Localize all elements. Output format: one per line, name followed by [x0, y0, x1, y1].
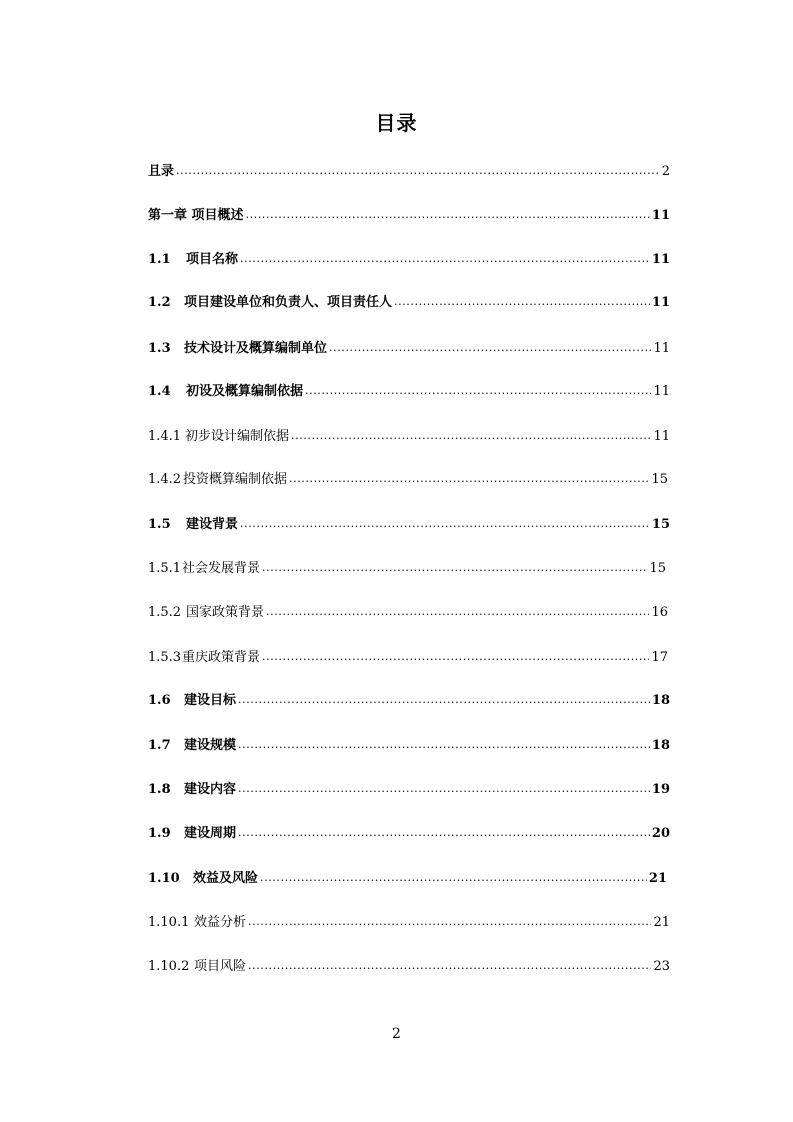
dot-leader	[394, 295, 650, 311]
dot-leader	[262, 650, 649, 666]
toc-entry-title: 社会发展背景	[182, 561, 261, 576]
toc-entry[interactable]	[148, 513, 670, 533]
dot-leader	[240, 252, 650, 268]
toc-entry[interactable]	[148, 204, 670, 224]
toc-entry-page: 15	[651, 517, 670, 532]
toc-entry-title: 建设规模	[184, 738, 237, 753]
toc-entry-page: 19	[651, 782, 670, 797]
toc-entry[interactable]	[148, 689, 670, 709]
page-title: 目录	[375, 111, 418, 135]
dot-leader	[238, 738, 650, 754]
toc-entry-number: 1.3	[148, 341, 171, 356]
toc-entry-page: 23	[653, 959, 670, 974]
dot-leader	[176, 164, 660, 180]
dot-leader	[246, 208, 650, 224]
toc-entry-page: 18	[651, 693, 670, 708]
toc-entry-number: 1.1	[148, 252, 171, 267]
page-number: 2	[392, 1026, 401, 1042]
toc-entry[interactable]	[148, 778, 670, 798]
toc-entry-page: 21	[653, 915, 670, 930]
toc-entry-title: 项目建设单位和负责人、项目责任人	[184, 295, 393, 310]
toc-entry-number: 1.5.2	[148, 605, 182, 620]
toc-entry[interactable]	[148, 291, 670, 311]
toc-entry[interactable]	[148, 248, 670, 268]
toc-entry-number: 1.9	[148, 826, 171, 841]
toc-entry-page: 21	[648, 871, 667, 886]
toc-entry-number: 1.2	[148, 295, 171, 310]
toc-entry-title: 且录	[148, 164, 175, 179]
toc-entry-title: 效益及风险	[193, 871, 259, 886]
toc-entry-number: 1.10.1	[148, 915, 190, 930]
toc-entry-title: 建设内容	[184, 782, 237, 797]
toc-entry[interactable]	[148, 557, 666, 577]
toc-entry-title: 技术设计及概算编制单位	[184, 341, 328, 356]
toc-entry-title: 建设背景	[186, 517, 239, 532]
toc-entry-page: 11	[651, 295, 670, 310]
toc-entry-page: 11	[651, 252, 670, 267]
dot-leader	[305, 384, 651, 400]
toc-entry-page: 11	[653, 429, 670, 444]
toc-entry[interactable]	[148, 380, 670, 400]
toc-entry[interactable]	[148, 867, 667, 887]
toc-entry[interactable]	[148, 468, 670, 488]
toc-entry-number: 1.4.2	[148, 472, 182, 487]
toc-entry-number: 1.7	[148, 738, 171, 753]
toc-entry-number: 1.5	[148, 517, 171, 532]
toc-entry-number: 1.4	[148, 384, 171, 399]
toc-entry-title: 国家政策背景	[186, 605, 265, 620]
toc-entry-page: 20	[651, 826, 670, 841]
toc-entry-title: 投资概算编制依据	[183, 472, 288, 487]
toc-entry[interactable]	[148, 911, 670, 931]
dot-leader	[238, 782, 650, 798]
toc-entry[interactable]	[148, 955, 670, 975]
toc-entry-title: 重庆政策背景	[182, 650, 261, 665]
toc-entry-number: 1.5.3	[148, 650, 182, 665]
dot-leader	[289, 472, 649, 488]
toc-entry-number: 1.10	[148, 871, 180, 886]
toc-entry-title: 初步设计编制依据	[185, 429, 290, 444]
toc-entry-title: 建设周期	[184, 826, 237, 841]
dot-leader	[262, 561, 647, 577]
dot-leader	[329, 341, 651, 357]
dot-leader	[240, 517, 650, 533]
toc-entry-title: 项目名称	[186, 252, 239, 267]
dot-leader	[266, 605, 649, 621]
toc-entry-page: 18	[651, 738, 670, 753]
toc-entry[interactable]	[148, 646, 668, 666]
toc-entry-page: 11	[653, 341, 670, 356]
toc-entry-number: 1.10.2	[148, 959, 190, 974]
toc-entry-number: 1.4.1	[148, 429, 182, 444]
toc-entry[interactable]	[148, 822, 670, 842]
toc-entry-title: 项目风险	[194, 959, 247, 974]
dot-leader	[248, 915, 651, 931]
toc-entry-number: 1.5.1	[148, 561, 182, 576]
toc-entry[interactable]	[148, 160, 670, 180]
toc-entry-page: 15	[651, 472, 668, 487]
dot-leader	[238, 693, 650, 709]
toc-entry-title: 初设及概算编制依据	[186, 384, 304, 399]
dot-leader	[291, 429, 651, 445]
toc-entry-page: 17	[651, 650, 668, 665]
toc-entry-title: 效益分析	[194, 915, 247, 930]
toc-entry-page: 15	[649, 561, 666, 576]
toc-entry[interactable]	[148, 337, 670, 357]
toc-entry-page: 2	[661, 164, 670, 179]
dot-leader	[260, 871, 647, 887]
toc-entry-number: 1.8	[148, 782, 171, 797]
toc-entry-page: 11	[651, 208, 670, 223]
toc-entry-title: 第一章 项目概述	[148, 208, 244, 223]
toc-entry-number: 1.6	[148, 693, 171, 708]
toc-entry-title: 建设目标	[184, 693, 237, 708]
toc-entry[interactable]	[148, 425, 670, 445]
toc-entry-page: 16	[651, 605, 668, 620]
dot-leader	[248, 959, 651, 975]
dot-leader	[238, 826, 650, 842]
toc-entry[interactable]	[148, 734, 670, 754]
toc-entry[interactable]	[148, 601, 668, 621]
toc-entry-page: 11	[653, 384, 670, 399]
